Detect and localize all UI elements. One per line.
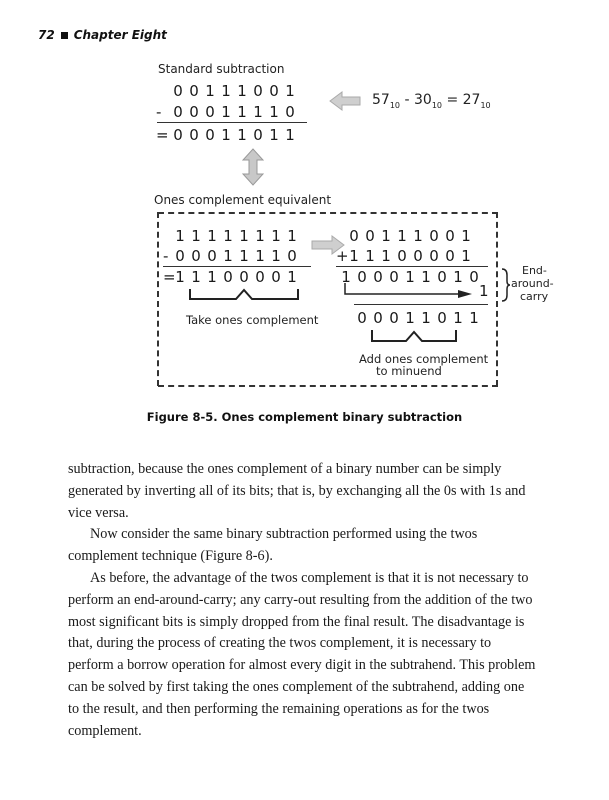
bit-digit: 0	[413, 247, 423, 265]
bit-digit: 0	[357, 268, 367, 286]
box-left-edge	[157, 212, 159, 386]
bit-digit: 0	[437, 268, 447, 286]
bit-digit: 1	[461, 247, 471, 265]
right-final-row	[354, 309, 482, 327]
standard-subtraction-title: Standard subtraction	[158, 62, 285, 76]
bit-digit: 0	[389, 309, 399, 327]
std-result-row	[170, 126, 298, 144]
bit-digit: 1	[421, 268, 431, 286]
to-minuend-label: to minuend	[376, 364, 442, 378]
left-minus-sign: -	[163, 247, 169, 265]
bit-digit: 1	[223, 247, 233, 265]
bit-digit: 0	[397, 247, 407, 265]
bit-digit: 0	[373, 268, 383, 286]
bit-digit: 1	[205, 82, 215, 100]
bit-digit: 0	[271, 268, 281, 286]
box-top-edge	[158, 212, 498, 214]
add-ones-complement-label: Add ones complement	[359, 352, 489, 366]
left-arrow-icon	[328, 90, 362, 112]
bit-digit: 0	[469, 268, 479, 286]
bit-digit: 0	[269, 82, 279, 100]
ones-complement-title: Ones complement equivalent	[154, 193, 332, 207]
bit-digit: 0	[389, 268, 399, 286]
bit-digit: 1	[175, 268, 185, 286]
right-brace	[370, 328, 458, 344]
bit-digit: 0	[205, 103, 215, 121]
bit-digit: 0	[445, 247, 455, 265]
eq-a-base: 10	[389, 100, 401, 110]
bit-digit: 0	[349, 227, 359, 245]
bit-digit: 0	[357, 309, 367, 327]
eq-c-base: 10	[480, 100, 491, 110]
figure-caption: Figure 8-5. Ones complement binary subtraction	[146, 410, 463, 424]
take-ones-complement-label: Take ones complement	[186, 313, 319, 327]
bit-digit: 1	[269, 126, 279, 144]
bit-digit: 1	[253, 103, 263, 121]
running-header	[38, 28, 167, 42]
paragraph-3: As before, the advantage of the twos complement is that it is not necessary to perform an end-around-carry; any carry-out resulting from the addition of the two most significant bits is simply dropped from the final result. The disadvantage is that, during the process of creating the twos complement, it is necessary to perform a borrow operation for almost every digit in the subtrahend. This problem can be solved by first taking the ones complement of the subtrahend, adding one to the result, and then performing the remaining operations as for the twos complement.	[68, 569, 536, 739]
bit-digit: 1	[413, 227, 423, 245]
std-subtrahend-row	[170, 103, 298, 121]
bit-digit: 0	[173, 126, 183, 144]
eq-op: -	[404, 92, 410, 108]
bit-digit: 1	[223, 227, 233, 245]
std-minus-sign: -	[156, 103, 162, 121]
bit-digit: 1	[207, 227, 217, 245]
std-equals-sign: =	[156, 126, 169, 144]
bit-digit: 1	[221, 126, 231, 144]
right-addend-row	[346, 247, 474, 265]
final-sum-line	[354, 304, 488, 305]
bit-digit: 0	[373, 309, 383, 327]
std-minuend-row	[170, 82, 298, 100]
left-ones-row	[172, 227, 300, 245]
carry-bit: 1	[479, 282, 489, 300]
bit-digit: 1	[191, 268, 201, 286]
bit-digit: 1	[285, 82, 295, 100]
box-bottom-edge	[158, 385, 498, 387]
bit-digit: 1	[287, 227, 297, 245]
bit-digit: 0	[429, 227, 439, 245]
bit-digit: 1	[175, 227, 185, 245]
bit-digit: 0	[253, 126, 263, 144]
bit-digit: 1	[269, 103, 279, 121]
bit-digit: 0	[191, 247, 201, 265]
bit-digit: 1	[349, 247, 359, 265]
bit-digit: 0	[189, 103, 199, 121]
plus-sign: +	[336, 247, 349, 265]
eq-c: 27	[462, 92, 481, 108]
bit-digit: 0	[223, 268, 233, 286]
bit-digit: 1	[421, 309, 431, 327]
eq-equals: =	[446, 92, 459, 108]
bit-digit: 1	[461, 227, 471, 245]
bit-digit: 1	[271, 227, 281, 245]
bit-digit: 1	[239, 227, 249, 245]
bit-digit: 1	[237, 126, 247, 144]
right-minuend-row	[346, 227, 474, 245]
bit-digit: 1	[207, 268, 217, 286]
bit-digit: 1	[239, 247, 249, 265]
chapter-title: Chapter Eight	[73, 28, 167, 42]
bit-digit: 1	[271, 247, 281, 265]
bit-digit: 0	[239, 268, 249, 286]
left-sum-line	[163, 266, 311, 267]
bit-digit: 0	[173, 82, 183, 100]
bit-digit: 0	[207, 247, 217, 265]
bit-digit: 1	[285, 126, 295, 144]
bit-digit: 0	[287, 247, 297, 265]
bit-digit: 1	[237, 82, 247, 100]
right-sum-line	[336, 266, 488, 267]
square-bullet-icon	[61, 32, 68, 39]
bit-digit: 1	[255, 247, 265, 265]
bit-digit: 1	[221, 82, 231, 100]
carry-arrow	[340, 282, 480, 300]
decimal-equation	[372, 92, 491, 110]
bit-digit: 0	[429, 247, 439, 265]
page-number: 72	[38, 28, 55, 42]
bit-digit: 1	[405, 309, 415, 327]
bit-digit: 1	[405, 268, 415, 286]
bit-digit: 1	[191, 227, 201, 245]
bit-digit: 1	[365, 247, 375, 265]
bit-digit: 1	[341, 268, 351, 286]
bit-digit: 0	[255, 268, 265, 286]
end-around-carry-label-3: carry	[520, 290, 549, 303]
bit-digit: 0	[189, 126, 199, 144]
left-equals-sign: =	[163, 268, 176, 286]
eq-b-base: 10	[431, 100, 442, 110]
eq-a: 57	[372, 92, 390, 108]
bit-digit: 1	[453, 268, 463, 286]
eq-b: 30	[413, 92, 432, 108]
left-result-row	[172, 268, 300, 286]
body-text	[68, 459, 538, 742]
end-around-carry-label-1: End-	[522, 264, 547, 277]
bit-digit: 1	[453, 309, 463, 327]
left-brace	[188, 287, 300, 301]
double-arrow-icon	[242, 148, 264, 186]
box-right-edge	[496, 212, 498, 386]
bit-digit: 1	[469, 309, 479, 327]
bit-digit: 1	[397, 227, 407, 245]
bit-digit: 0	[445, 227, 455, 245]
bit-digit: 0	[175, 247, 185, 265]
left-subtrahend-row	[172, 247, 300, 265]
bit-digit: 0	[173, 103, 183, 121]
paragraph-1: subtraction, because the ones complement of a binary number can be simply generated by inverting all of its bits; that is, by exchanging all the 0s with 1s and vice versa.	[68, 461, 526, 521]
bit-digit: 0	[285, 103, 295, 121]
bit-digit: 1	[221, 103, 231, 121]
bit-digit: 0	[365, 227, 375, 245]
bit-digit: 1	[237, 103, 247, 121]
bit-digit: 0	[205, 126, 215, 144]
paragraph-2: Now consider the same binary subtraction performed using the twos complement technique (Figure 8-6).	[68, 526, 478, 565]
bit-digit: 0	[437, 309, 447, 327]
bit-digit: 1	[381, 227, 391, 245]
bit-digit: 0	[189, 82, 199, 100]
end-around-carry-label-2: around-	[511, 277, 554, 290]
bit-digit: 1	[287, 268, 297, 286]
bit-digit: 1	[255, 227, 265, 245]
std-sum-line	[157, 122, 307, 123]
bit-digit: 0	[253, 82, 263, 100]
bit-digit: 1	[381, 247, 391, 265]
